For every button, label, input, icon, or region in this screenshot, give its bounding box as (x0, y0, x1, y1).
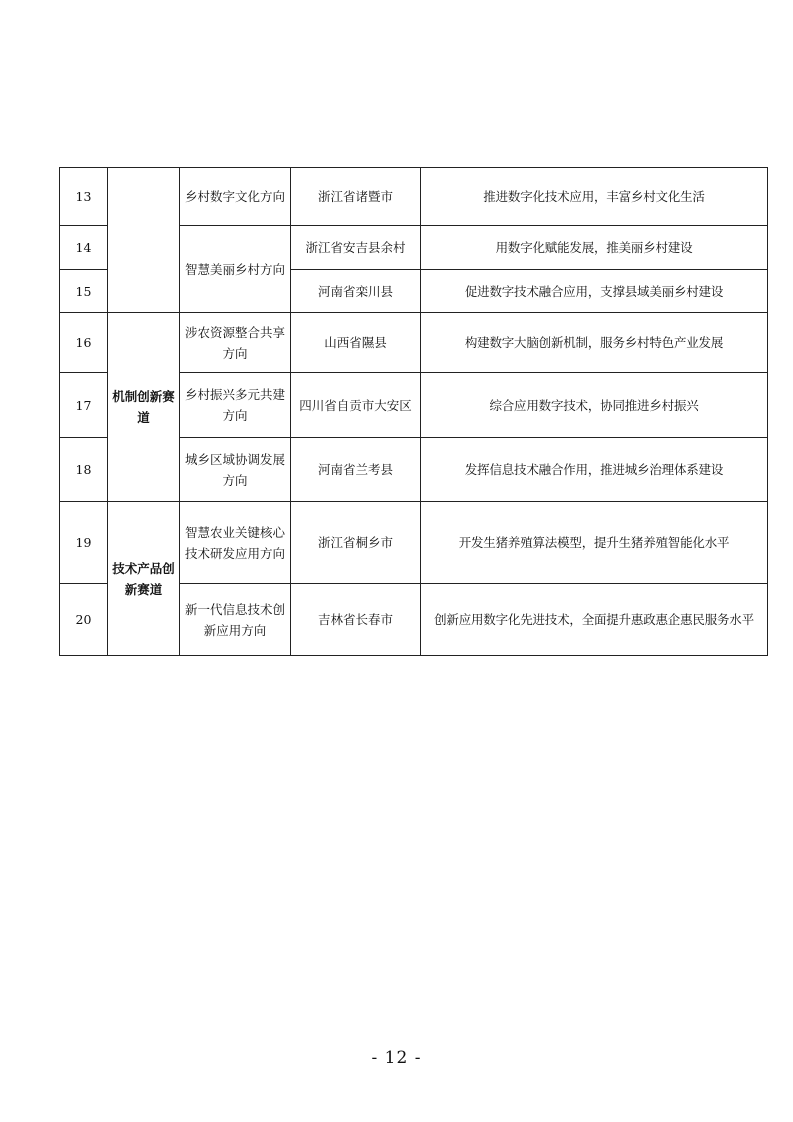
location-cell: 河南省兰考县 (291, 438, 421, 502)
location-cell: 河南省栾川县 (291, 270, 421, 313)
row-number: 18 (60, 438, 108, 502)
description-cell: 构建数字大脑创新机制，服务乡村特色产业发展 (421, 313, 768, 373)
direction-cell: 乡村振兴多元共建方向 (180, 373, 291, 438)
table-row (60, 313, 768, 373)
location-cell: 吉林省长春市 (291, 584, 421, 656)
page-number: - 12 - (371, 1048, 422, 1068)
description-cell: 开发生猪养殖算法模型，提升生猪养殖智能化水平 (421, 502, 768, 584)
direction-cell: 城乡区域协调发展方向 (180, 438, 291, 502)
direction-cell: 智慧美丽乡村方向 (180, 226, 291, 313)
description-cell: 用数字化赋能发展，推美丽乡村建设 (421, 226, 768, 270)
description-cell: 创新应用数字化先进技术，全面提升惠政惠企惠民服务水平 (421, 584, 768, 656)
row-number: 19 (60, 502, 108, 584)
description-cell: 促进数字技术融合应用，支撑县域美丽乡村建设 (421, 270, 768, 313)
row-number: 15 (60, 270, 108, 313)
direction-cell: 涉农资源整合共享方向 (180, 313, 291, 373)
track-cell: 技术产品创新赛道 (108, 502, 180, 656)
direction-cell: 智慧农业关键核心技术研发应用方向 (180, 502, 291, 584)
location-cell: 浙江省安吉县余村 (291, 226, 421, 270)
track-cell: 机制创新赛道 (108, 313, 180, 502)
directions-table (59, 167, 768, 656)
description-cell: 发挥信息技术融合作用，推进城乡治理体系建设 (421, 438, 768, 502)
direction-cell: 新一代信息技术创新应用方向 (180, 584, 291, 656)
description-cell: 推进数字化技术应用，丰富乡村文化生活 (421, 168, 768, 226)
direction-cell: 乡村数字文化方向 (180, 168, 291, 226)
location-cell: 四川省自贡市大安区 (291, 373, 421, 438)
location-cell: 浙江省桐乡市 (291, 502, 421, 584)
row-number: 13 (60, 168, 108, 226)
location-cell: 浙江省诸暨市 (291, 168, 421, 226)
row-number: 16 (60, 313, 108, 373)
description-cell: 综合应用数字技术，协同推进乡村振兴 (421, 373, 768, 438)
location-cell: 山西省隰县 (291, 313, 421, 373)
table-row (60, 502, 768, 584)
row-number: 17 (60, 373, 108, 438)
row-number: 20 (60, 584, 108, 656)
track-cell-empty (108, 168, 180, 313)
table-row (60, 168, 768, 226)
row-number: 14 (60, 226, 108, 270)
